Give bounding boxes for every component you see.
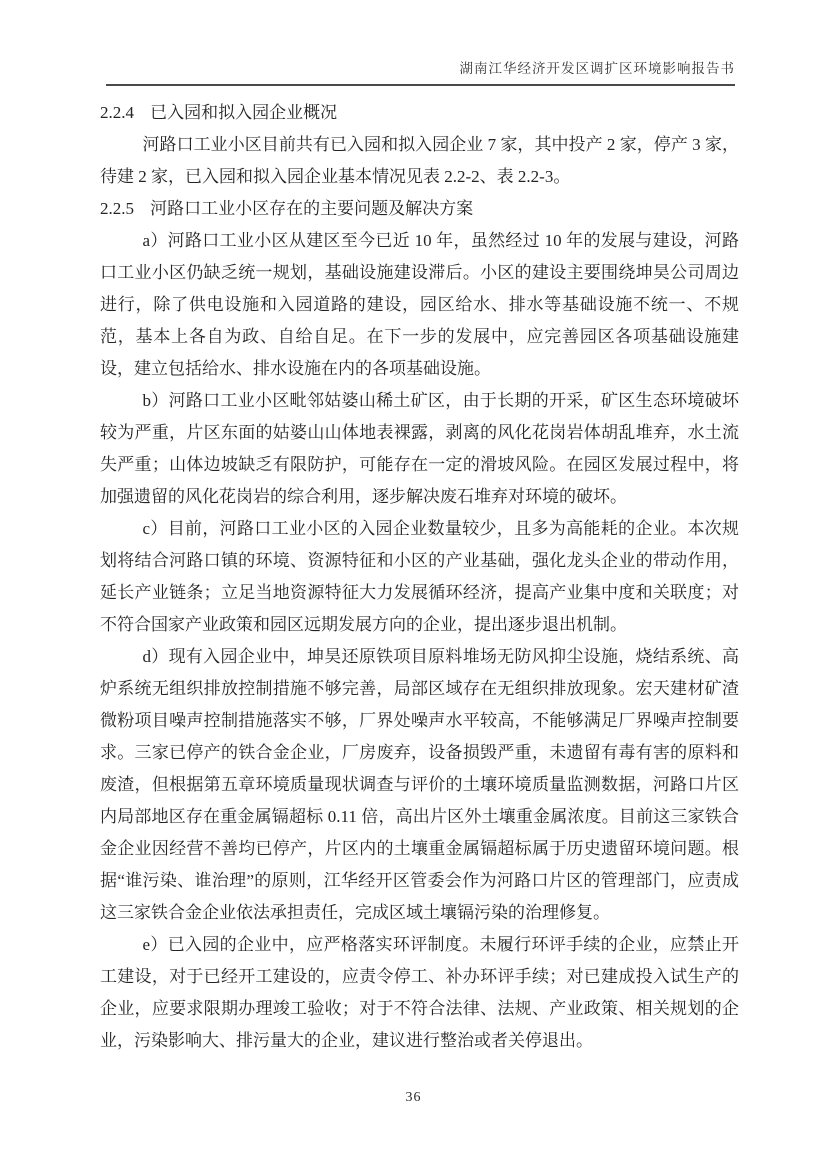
paragraph-item-b: b）河路口工业小区毗邻姑婆山稀土矿区，由于长期的开采，矿区生态环境破坏较为严重，片区东面的姑婆山山体地表裸露，剥离的风化花岗岩体胡乱堆弃，水土流失严重；山体边坡缺乏有限防护，可能存在一定的滑坡风险。在园区发展过程中，将加强遗留的风化花岗岩的综合利用，逐步解决废石堆弃对环境的破坏。 xyxy=(100,391,739,506)
page-number: 36 xyxy=(405,1090,422,1105)
paragraph-enterprise-overview: 河路口工业小区目前共有已入园和拟入园企业 7 家，其中投产 2 家，停产 3 家，待建 2 家，已入园和拟入园企业基本情况见表 2.2-2、表 2.2-3。 xyxy=(100,135,739,186)
section-number: 2.2.4 xyxy=(100,103,134,122)
paragraph-item-c: c）目前，河路口工业小区的入园企业数量较少，且多为高能耗的企业。本次规划将结合河路口镇的环境、资源特征和小区的产业基础，强化龙头企业的带动作用，延长产业链条；立足当地资源特征大力发展循环经济，提高产业集中度和关联度；对不符合国家产业政策和园区远期发展方向的企业，提出逐步退出机制。 xyxy=(100,519,739,634)
page-header xyxy=(106,0,735,86)
section-title: 已入园和拟入园企业概况 xyxy=(150,103,338,122)
section-title: 河路口工业小区存在的主要问题及解决方案 xyxy=(150,199,474,218)
section-heading-2-2-4 xyxy=(100,97,739,129)
page-body xyxy=(100,97,739,1057)
paragraph-item-a: a）河路口工业小区从建区至今已近 10 年，虽然经过 10 年的发展与建设，河路口工业小区仍缺乏统一规划，基础设施建设滞后。小区的建设主要围绕坤昊公司周边进行，除了供电设施和入园道路的建设，园区给水、排水等基础设施不统一、不规范，基本上各自为政、自给自足。在下一步的发展中，应完善园区各项基础设施建设，建立包括给水、排水设施在内的各项基础设施。 xyxy=(100,231,739,378)
section-heading-2-2-5 xyxy=(100,193,739,225)
report-title: 湖南江华经济开发区调扩区环境影响报告书 xyxy=(106,57,735,86)
page-footer xyxy=(0,1088,827,1106)
section-number: 2.2.5 xyxy=(100,199,134,218)
paragraph-item-d: d）现有入园企业中，坤昊还原铁项目原料堆场无防风抑尘设施，烧结系统、高炉系统无组织排放控制措施不够完善，局部区域存在无组织排放现象。宏天建材矿渣微粉项目噪声控制措施落实不够，厂界处噪声水平较高，不能够满足厂界噪声控制要求。三家已停产的铁合金企业，厂房废弃，设备损毁严重，未遗留有毒有害的原料和废渣，但根据第五章环境质量现状调查与评价的土壤环境质量监测数据，河路口片区内局部地区存在重金属镉超标 0.11 倍，高出片区外土壤重金属浓度。目前这三家铁合金企业因经营不善均已停产，片区内的土壤重金属镉超标属于历史遗留环境问题。根据“谁污染、谁治理”的原则，江华经开区管委会作为河路口片区的管理部门，应责成这三家铁合金企业依法承担责任，完成区域土壤镉污染的治理修复。 xyxy=(100,647,739,922)
paragraph-item-e: e）已入园的企业中，应严格落实环评制度。未履行环评手续的企业，应禁止开工建设，对于已经开工建设的，应责令停工、补办环评手续；对已建成投入试生产的企业，应要求限期办理竣工验收；对于不符合法律、法规、产业政策、相关规划的企业，污染影响大、排污量大的企业，建议进行整治或者关停退出。 xyxy=(100,935,739,1050)
